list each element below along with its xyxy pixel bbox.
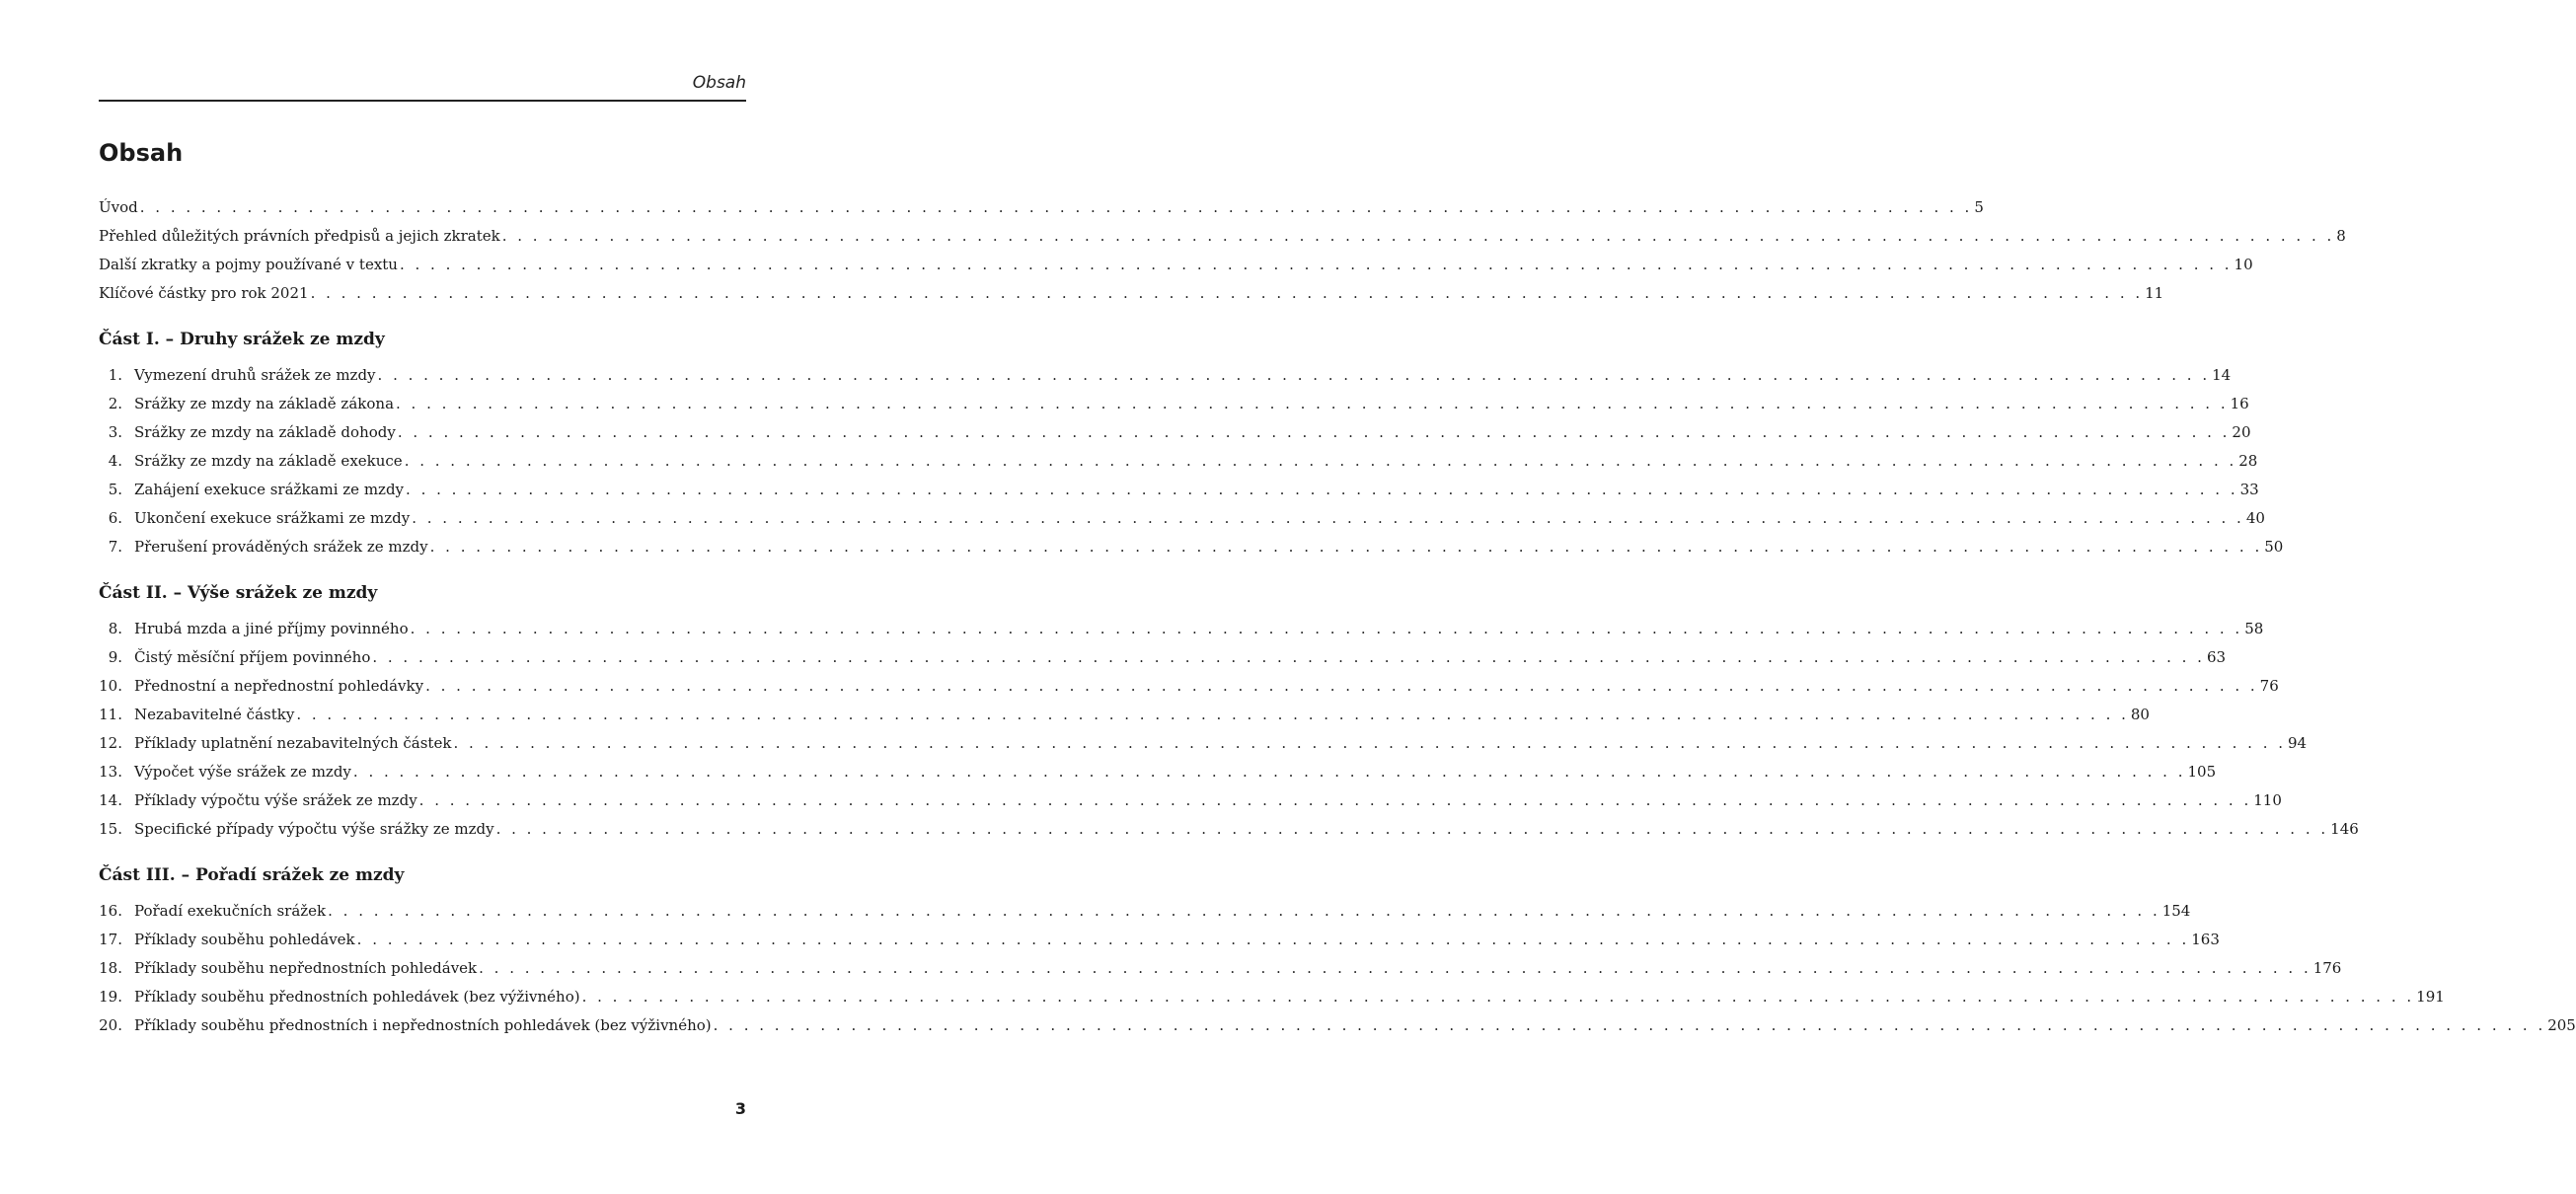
entry-page-number: 94 bbox=[2288, 734, 2308, 752]
toc-entry bbox=[99, 758, 2217, 786]
entry-page-number: 191 bbox=[2416, 988, 2445, 1006]
toc-entry bbox=[99, 361, 2232, 390]
entry-page-number: 205 bbox=[2547, 1016, 2576, 1034]
dot-leader: . . . . . . . . . . . . . . . . . . . . . . . . . . . . . . . . . . . . . . . . . . . . . . . . . . . . . . . . . . . . . . . . . . . . . . . . . . . . . . . . . . . . . . . . . . . . . . . . . . . . . . . . . . . . . . . . . . . . . . . . bbox=[328, 902, 2160, 920]
entry-title: Ukončení exekuce srážkami ze mzdy bbox=[134, 509, 411, 527]
entry-page-number: 58 bbox=[2244, 620, 2264, 637]
entry-page-number: 33 bbox=[2239, 481, 2259, 498]
entry-page-number: 154 bbox=[2161, 902, 2191, 920]
chapter-number: 8. bbox=[108, 620, 122, 637]
chapter-number: 1. bbox=[108, 366, 122, 384]
entry-title: Klíčové částky pro rok 2021 bbox=[99, 284, 309, 302]
dot-leader: . . . . . . . . . . . . . . . . . . . . . . . . . . . . . . . . . . . . . . . . . . . . . . . . . . . . . . . . . . . . . . . . . . . . . . . . . . . . . . . . . . . . . . . . . . . . . . . . . . . . . . . . . . . . . . . . . . . . . . . . bbox=[352, 763, 2186, 781]
entry-title: Další zkratky a pojmy používané v textu bbox=[99, 256, 398, 273]
dot-leader: . . . . . . . . . . . . . . . . . . . . . . . . . . . . . . . . . . . . . . . . . . . . . . . . . . . . . . . . . . . . . . . . . . . . . . . . . . . . . . . . . . . . . . . . . . . . . . . . . . . . . . . . . . . . . . . . . . . . . . . . bbox=[396, 395, 2229, 412]
entry-title: Příklady souběhu přednostních pohledávek (bez výživného) bbox=[134, 988, 580, 1006]
toc-entry bbox=[99, 926, 2220, 954]
entry-title: Přednostní a nepřednostní pohledávky bbox=[134, 677, 424, 695]
entry-page-number: 80 bbox=[2130, 706, 2150, 723]
toc-entry bbox=[99, 504, 2265, 533]
entry-title: Úvod bbox=[99, 198, 138, 216]
toc-entry bbox=[99, 672, 2279, 701]
entry-title: Čistý měsíční příjem povinného bbox=[134, 648, 371, 666]
dot-leader: . . . . . . . . . . . . . . . . . . . . . . . . . . . . . . . . . . . . . . . . . . . . . . . . . . . . . . . . . . . . . . . . . . . . . . . . . . . . . . . . . . . . . . . . . . . . . . . . . . . . . . . . . . . . . . . . . . . . . . . . bbox=[139, 198, 1973, 216]
toc-entry bbox=[99, 222, 2346, 251]
entry-title: Příklady souběhu nepřednostních pohledávek bbox=[134, 959, 478, 977]
dot-leader: . . . . . . . . . . . . . . . . . . . . . . . . . . . . . . . . . . . . . . . . . . . . . . . . . . . . . . . . . . . . . . . . . . . . . . . . . . . . . . . . . . . . . . . . . . . . . . . . . . . . . . . . . . . . . . . . . . . . . . . . bbox=[429, 538, 2263, 556]
part-heading: Část II. – Výše srážek ze mzdy bbox=[99, 583, 378, 603]
toc-entry bbox=[99, 1011, 2576, 1040]
toc-entry bbox=[99, 533, 2284, 561]
entry-title: Příklady souběhu přednostních i nepřednostních pohledávek (bez výživného) bbox=[134, 1016, 712, 1034]
chapter-number: 11. bbox=[99, 706, 122, 723]
toc-entry bbox=[99, 729, 2308, 758]
entry-title: Srážky ze mzdy na základě exekuce bbox=[134, 452, 403, 470]
entry-page-number: 50 bbox=[2264, 538, 2284, 556]
toc-entry bbox=[99, 193, 1984, 222]
page-number: 3 bbox=[734, 1099, 746, 1118]
chapter-number: 20. bbox=[99, 1016, 122, 1034]
chapter-number: 5. bbox=[108, 481, 122, 498]
dot-leader: . . . . . . . . . . . . . . . . . . . . . . . . . . . . . . . . . . . . . . . . . . . . . . . . . . . . . . . . . . . . . . . . . . . . . . . . . . . . . . . . . . . . . . . . . . . . . . . . . . . . . . . . . . . . . . . . . . . . . . . . bbox=[377, 366, 2211, 384]
entry-title: Srážky ze mzdy na základě zákona bbox=[134, 395, 395, 412]
running-header: Obsah bbox=[692, 73, 746, 93]
dot-leader: . . . . . . . . . . . . . . . . . . . . . . . . . . . . . . . . . . . . . . . . . . . . . . . . . . . . . . . . . . . . . . . . . . . . . . . . . . . . . . . . . . . . . . . . . . . . . . . . . . . . . . . . . . . . . . . . . . . . . . . . bbox=[581, 988, 2415, 1006]
part-heading: Část III. – Pořadí srážek ze mzdy bbox=[99, 865, 405, 885]
toc-entry bbox=[99, 390, 2249, 418]
chapter-number: 15. bbox=[99, 820, 122, 838]
entry-page-number: 11 bbox=[2145, 284, 2164, 302]
entry-title: Příklady souběhu pohledávek bbox=[134, 931, 355, 948]
dot-leader: . . . . . . . . . . . . . . . . . . . . . . . . . . . . . . . . . . . . . . . . . . . . . . . . . . . . . . . . . . . . . . . . . . . . . . . . . . . . . . . . . . . . . . . . . . . . . . . . . . . . . . . . . . . . . . . . . . . . . . . . bbox=[501, 227, 2335, 245]
chapter-number: 16. bbox=[99, 902, 122, 920]
entry-title: Vymezení druhů srážek ze mzdy bbox=[134, 366, 376, 384]
entry-page-number: 176 bbox=[2312, 959, 2342, 977]
toc-entry bbox=[99, 701, 2150, 729]
dot-leader: . . . . . . . . . . . . . . . . . . . . . . . . . . . . . . . . . . . . . . . . . . . . . . . . . . . . . . . . . . . . . . . . . . . . . . . . . . . . . . . . . . . . . . . . . . . . . . . . . . . . . . . . . . . . . . . . . . . . . . . . bbox=[713, 1016, 2546, 1034]
dot-leader: . . . . . . . . . . . . . . . . . . . . . . . . . . . . . . . . . . . . . . . . . . . . . . . . . . . . . . . . . . . . . . . . . . . . . . . . . . . . . . . . . . . . . . . . . . . . . . . . . . . . . . . . . . . . . . . . . . . . . . . . bbox=[399, 256, 2233, 273]
toc-entry bbox=[99, 815, 2359, 844]
part-heading: Část I. – Druhy srážek ze mzdy bbox=[99, 330, 385, 349]
chapter-number: 13. bbox=[99, 763, 122, 781]
entry-page-number: 16 bbox=[2230, 395, 2249, 412]
chapter-number: 14. bbox=[99, 791, 122, 809]
dot-leader: . . . . . . . . . . . . . . . . . . . . . . . . . . . . . . . . . . . . . . . . . . . . . . . . . . . . . . . . . . . . . . . . . . . . . . . . . . . . . . . . . . . . . . . . . . . . . . . . . . . . . . . . . . . . . . . . . . . . . . . . bbox=[418, 791, 2252, 809]
dot-leader: . . . . . . . . . . . . . . . . . . . . . . . . . . . . . . . . . . . . . . . . . . . . . . . . . . . . . . . . . . . . . . . . . . . . . . . . . . . . . . . . . . . . . . . . . . . . . . . . . . . . . . . . . . . . . . . . . . . . . . . . bbox=[410, 620, 2243, 637]
toc-entry bbox=[99, 476, 2259, 504]
entry-page-number: 28 bbox=[2238, 452, 2258, 470]
dot-leader: . . . . . . . . . . . . . . . . . . . . . . . . . . . . . . . . . . . . . . . . . . . . . . . . . . . . . . . . . . . . . . . . . . . . . . . . . . . . . . . . . . . . . . . . . . . . . . . . . . . . . . . . . . . . . . . . . . . . . . . . bbox=[453, 734, 2287, 752]
toc-entry bbox=[99, 251, 2253, 279]
dot-leader: . . . . . . . . . . . . . . . . . . . . . . . . . . . . . . . . . . . . . . . . . . . . . . . . . . . . . . . . . . . . . . . . . . . . . . . . . . . . . . . . . . . . . . . . . . . . . . . . . . . . . . . . . . . . . . . . . . . . . . . . bbox=[372, 648, 2205, 666]
entry-title: Hrubá mzda a jiné příjmy povinného bbox=[134, 620, 409, 637]
chapter-number: 10. bbox=[99, 677, 122, 695]
entry-title: Přehled důležitých právních předpisů a jejich zkratek bbox=[99, 227, 500, 245]
dot-leader: . . . . . . . . . . . . . . . . . . . . . . . . . . . . . . . . . . . . . . . . . . . . . . . . . . . . . . . . . . . . . . . . . . . . . . . . . . . . . . . . . . . . . . . . . . . . . . . . . . . . . . . . . . . . . . . . . . . . . . . . bbox=[495, 820, 2329, 838]
chapter-number: 7. bbox=[108, 538, 122, 556]
entry-page-number: 14 bbox=[2212, 366, 2232, 384]
dot-leader: . . . . . . . . . . . . . . . . . . . . . . . . . . . . . . . . . . . . . . . . . . . . . . . . . . . . . . . . . . . . . . . . . . . . . . . . . . . . . . . . . . . . . . . . . . . . . . . . . . . . . . . . . . . . . . . . . . . . . . . . bbox=[397, 423, 2231, 441]
entry-title: Příklady uplatnění nezabavitelných částek bbox=[134, 734, 452, 752]
chapter-number: 6. bbox=[108, 509, 122, 527]
entry-page-number: 20 bbox=[2232, 423, 2251, 441]
dot-leader: . . . . . . . . . . . . . . . . . . . . . . . . . . . . . . . . . . . . . . . . . . . . . . . . . . . . . . . . . . . . . . . . . . . . . . . . . . . . . . . . . . . . . . . . . . . . . . . . . . . . . . . . . . . . . . . . . . . . . . . . bbox=[425, 677, 2258, 695]
entry-title: Srážky ze mzdy na základě dohody bbox=[134, 423, 396, 441]
toc-entry bbox=[99, 418, 2251, 447]
entry-page-number: 110 bbox=[2253, 791, 2282, 809]
dot-leader: . . . . . . . . . . . . . . . . . . . . . . . . . . . . . . . . . . . . . . . . . . . . . . . . . . . . . . . . . . . . . . . . . . . . . . . . . . . . . . . . . . . . . . . . . . . . . . . . . . . . . . . . . . . . . . . . . . . . . . . . bbox=[404, 452, 2237, 470]
entry-page-number: 146 bbox=[2330, 820, 2359, 838]
entry-page-number: 76 bbox=[2259, 677, 2279, 695]
chapter-number: 17. bbox=[99, 931, 122, 948]
entry-title: Výpočet výše srážek ze mzdy bbox=[134, 763, 351, 781]
dot-leader: . . . . . . . . . . . . . . . . . . . . . . . . . . . . . . . . . . . . . . . . . . . . . . . . . . . . . . . . . . . . . . . . . . . . . . . . . . . . . . . . . . . . . . . . . . . . . . . . . . . . . . . . . . . . . . . . . . . . . . . . bbox=[310, 284, 2144, 302]
entry-title: Příklady výpočtu výše srážek ze mzdy bbox=[134, 791, 417, 809]
chapter-number: 3. bbox=[108, 423, 122, 441]
entry-page-number: 163 bbox=[2191, 931, 2220, 948]
toc-entry bbox=[99, 786, 2282, 815]
dot-leader: . . . . . . . . . . . . . . . . . . . . . . . . . . . . . . . . . . . . . . . . . . . . . . . . . . . . . . . . . . . . . . . . . . . . . . . . . . . . . . . . . . . . . . . . . . . . . . . . . . . . . . . . . . . . . . . . . . . . . . . . bbox=[412, 509, 2244, 527]
chapter-number: 9. bbox=[108, 648, 122, 666]
entry-title: Zahájení exekuce srážkami ze mzdy bbox=[134, 481, 405, 498]
entry-title: Specifické případy výpočtu výše srážky ze mzdy bbox=[134, 820, 494, 838]
entry-title: Nezabavitelné částky bbox=[134, 706, 295, 723]
toc-entry bbox=[99, 643, 2227, 672]
chapter-number: 19. bbox=[99, 988, 122, 1006]
entry-page-number: 40 bbox=[2245, 509, 2265, 527]
dot-leader: . . . . . . . . . . . . . . . . . . . . . . . . . . . . . . . . . . . . . . . . . . . . . . . . . . . . . . . . . . . . . . . . . . . . . . . . . . . . . . . . . . . . . . . . . . . . . . . . . . . . . . . . . . . . . . . . . . . . . . . . bbox=[479, 959, 2311, 977]
dot-leader: . . . . . . . . . . . . . . . . . . . . . . . . . . . . . . . . . . . . . . . . . . . . . . . . . . . . . . . . . . . . . . . . . . . . . . . . . . . . . . . . . . . . . . . . . . . . . . . . . . . . . . . . . . . . . . . . . . . . . . . . bbox=[406, 481, 2238, 498]
entry-title: Přerušení prováděných srážek ze mzdy bbox=[134, 538, 428, 556]
chapter-number: 2. bbox=[108, 395, 122, 412]
page-title: Obsah bbox=[99, 139, 184, 167]
table-of-contents bbox=[99, 193, 2576, 1040]
entry-page-number: 63 bbox=[2206, 648, 2227, 666]
entry-page-number: 10 bbox=[2234, 256, 2253, 273]
toc-entry bbox=[99, 447, 2258, 476]
toc-entry bbox=[99, 897, 2191, 926]
entry-page-number: 8 bbox=[2336, 227, 2346, 245]
dot-leader: . . . . . . . . . . . . . . . . . . . . . . . . . . . . . . . . . . . . . . . . . . . . . . . . . . . . . . . . . . . . . . . . . . . . . . . . . . . . . . . . . . . . . . . . . . . . . . . . . . . . . . . . . . . . . . . . . . . . . . . . bbox=[356, 931, 2190, 948]
chapter-number: 4. bbox=[108, 452, 122, 470]
header-rule bbox=[99, 100, 746, 102]
dot-leader: . . . . . . . . . . . . . . . . . . . . . . . . . . . . . . . . . . . . . . . . . . . . . . . . . . . . . . . . . . . . . . . . . . . . . . . . . . . . . . . . . . . . . . . . . . . . . . . . . . . . . . . . . . . . . . . . . . . . . . . . bbox=[296, 706, 2129, 723]
entry-page-number: 105 bbox=[2187, 763, 2217, 781]
chapter-number: 18. bbox=[99, 959, 122, 977]
toc-entry bbox=[99, 954, 2342, 983]
toc-entry bbox=[99, 279, 2164, 308]
toc-entry bbox=[99, 615, 2264, 643]
chapter-number: 12. bbox=[99, 734, 122, 752]
entry-title: Pořadí exekučních srážek bbox=[134, 902, 327, 920]
entry-page-number: 5 bbox=[1974, 198, 1984, 216]
toc-entry bbox=[99, 983, 2445, 1011]
